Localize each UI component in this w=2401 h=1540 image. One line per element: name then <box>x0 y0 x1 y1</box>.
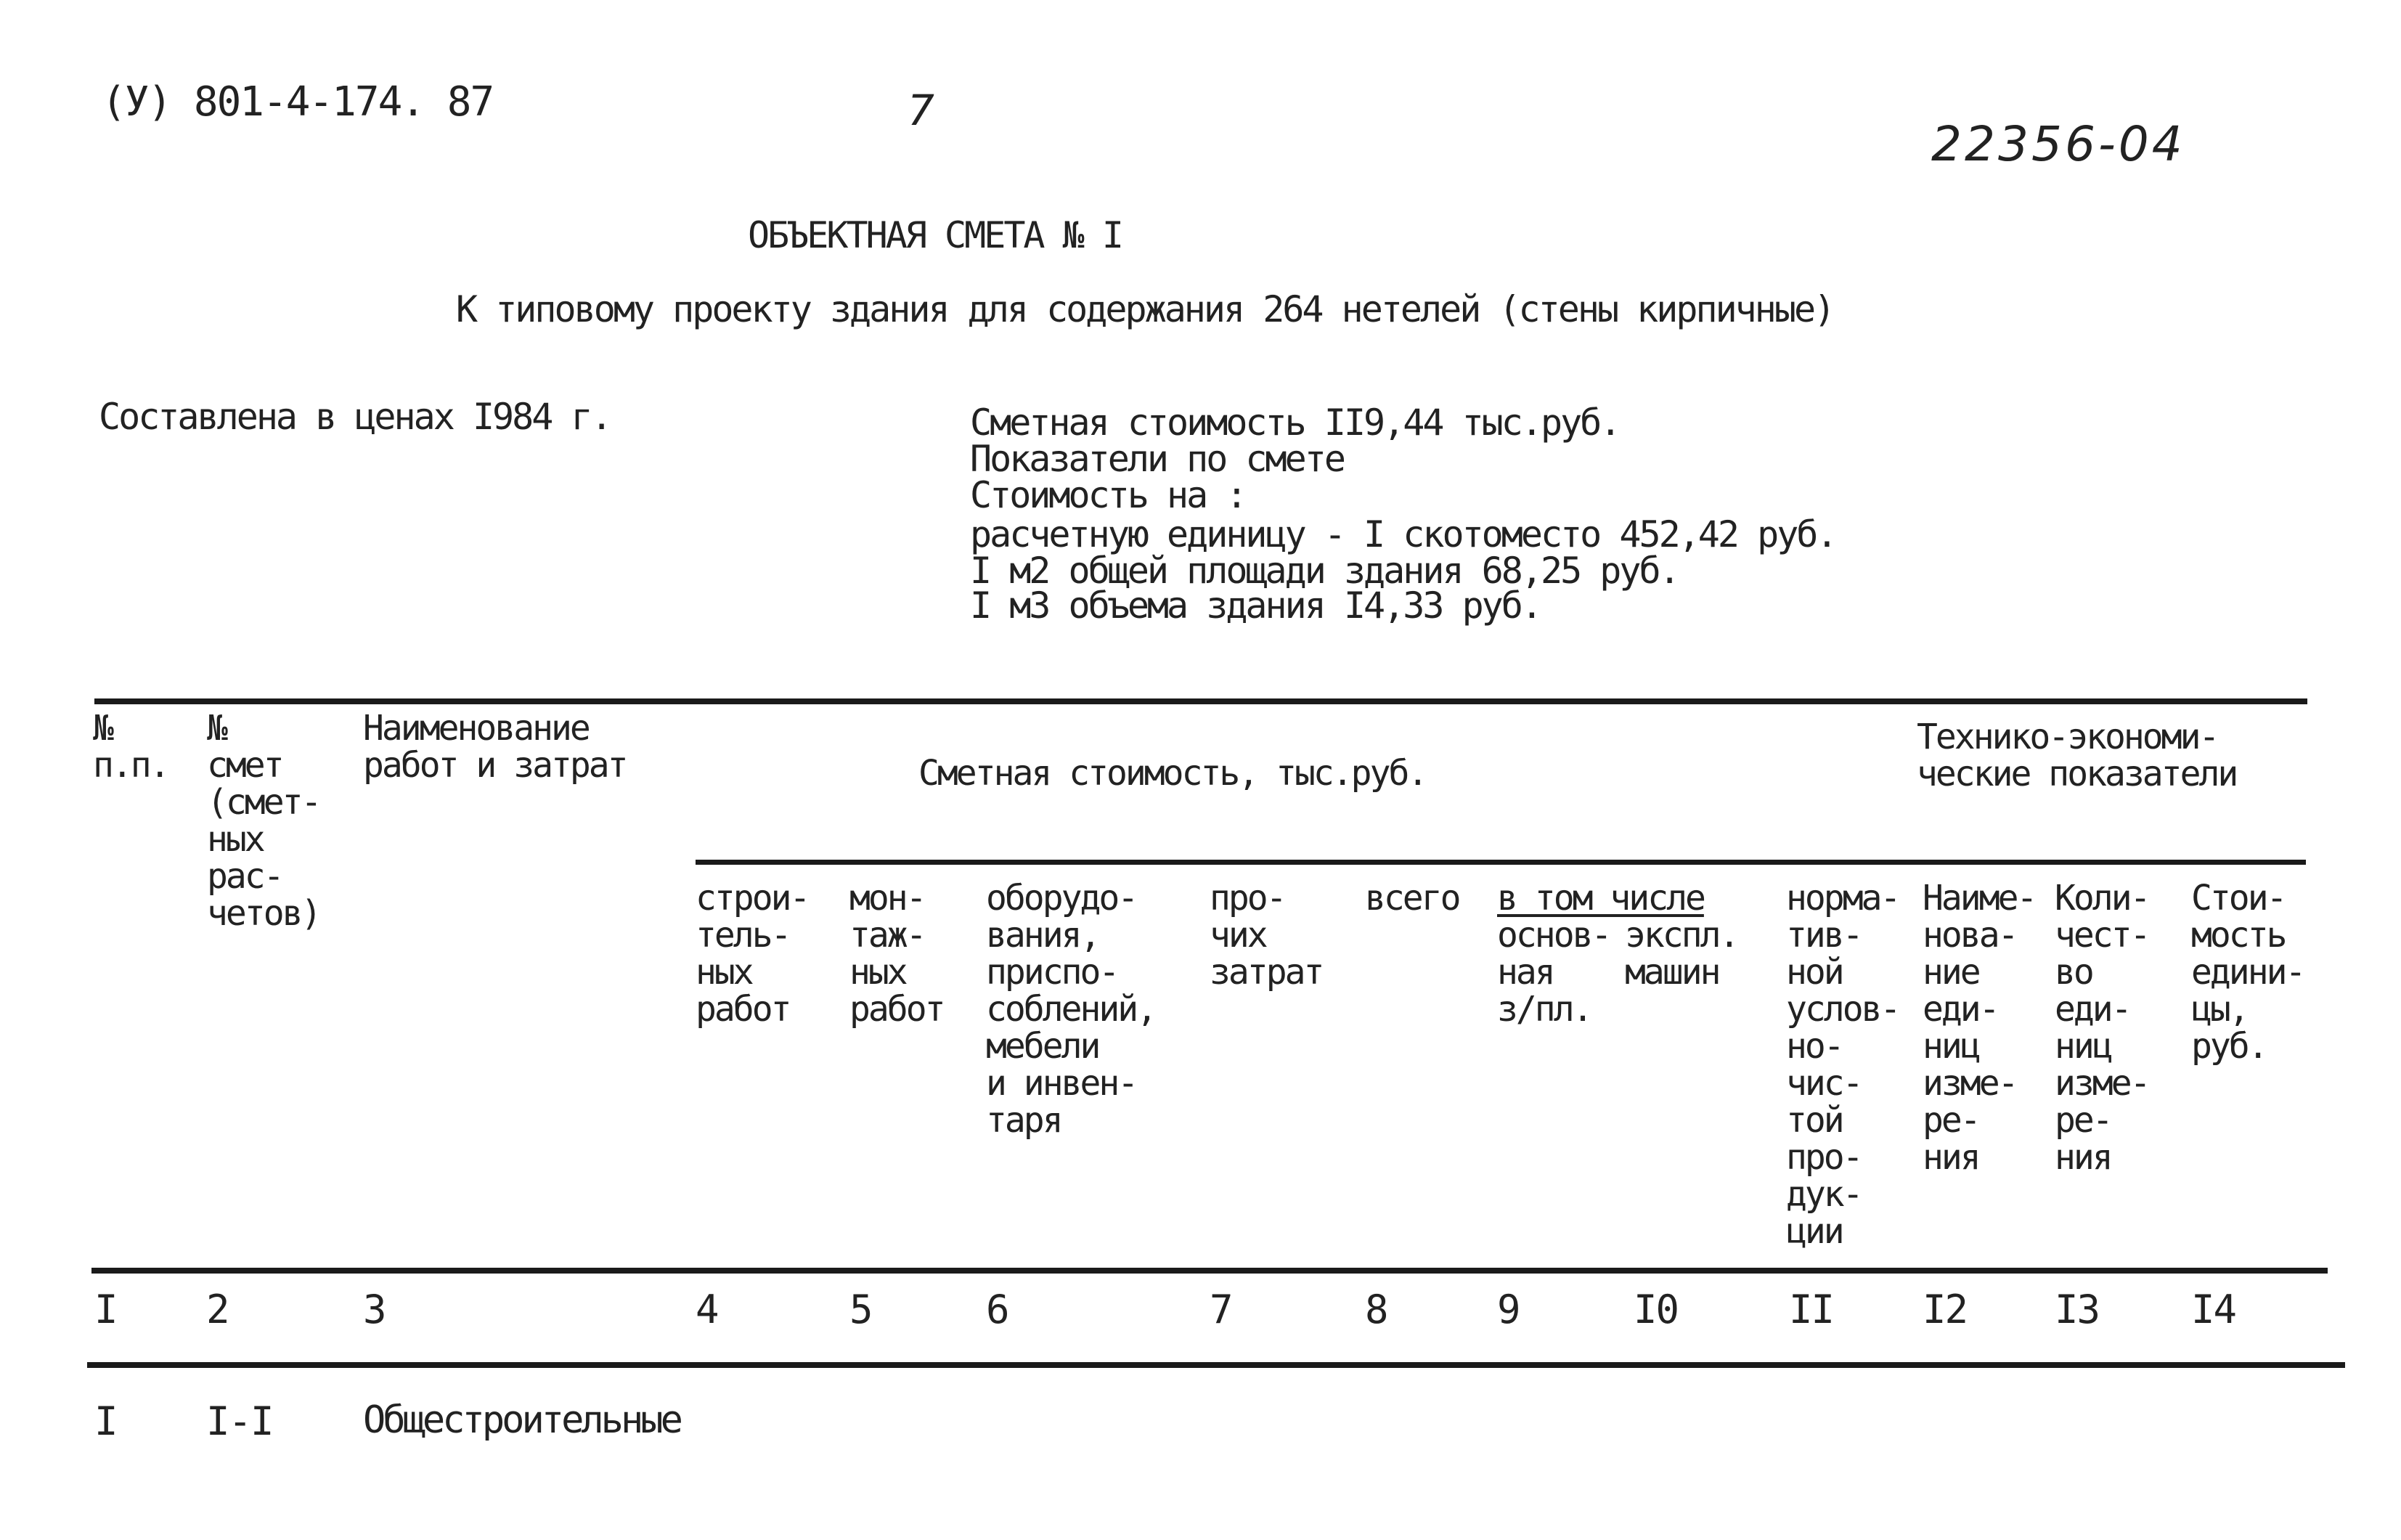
summary-line: Сметная стоимость II9,44 тыс.руб. <box>970 402 1620 444</box>
summary-line: I м2 общей площади здания 68,25 руб. <box>970 550 1679 592</box>
column-number: I4 <box>2191 1287 2236 1332</box>
row-name: Общестроительные <box>363 1398 680 1442</box>
column-number: 3 <box>363 1287 386 1332</box>
column-number: 4 <box>696 1287 718 1332</box>
cost-group-header: Сметная стоимость, тыс.руб. <box>918 753 1427 794</box>
summary-line: I м3 объема здания I4,33 руб. <box>970 584 1541 627</box>
column-header-name: Наименование работ и затрат <box>363 708 627 786</box>
page-number: 7 <box>908 86 934 135</box>
column-header-unit-qty: Коли- чест- во еди- ниц изме- ре- ния <box>2055 878 2149 1178</box>
column-header-machines: экспл. машин <box>1625 915 1738 993</box>
column-header-construction: строи- тель- ных работ <box>696 878 809 1030</box>
column-number: 8 <box>1365 1287 1387 1332</box>
prices-note: Составлена в ценах I984 г. <box>99 396 611 438</box>
column-header-wages: основ- ная з/пл. <box>1497 915 1610 1030</box>
summary-line: Стоимость на : <box>970 474 1246 516</box>
summary-line: Показатели по смете <box>970 438 1344 480</box>
column-header-total: всего <box>1365 878 1459 918</box>
column-number: 5 <box>849 1287 872 1332</box>
column-header-smeta: № смет (смет- ных рас- четов) <box>207 708 320 934</box>
column-number: I2 <box>1923 1287 1968 1332</box>
document-subtitle: К типовому проекту здания для содержания 264 нетелей (стены кирпичные) <box>456 288 1834 330</box>
column-header-equipment: оборудо- вания, приспо- соблений, мебели и инвен- таря <box>986 878 1156 1141</box>
column-header-unit-name: Наиме- нова- ние еди- ниц изме- ре- ния <box>1923 878 2036 1178</box>
column-number: I0 <box>1634 1287 1679 1332</box>
row-smeta: I-I <box>206 1398 273 1444</box>
document-code-stamp: (У) 801-4-174. 87 <box>102 78 494 126</box>
column-number: I3 <box>2055 1287 2100 1332</box>
column-subgroup-header: в том числе <box>1497 878 1704 918</box>
header-bottom-rule <box>91 1268 2328 1274</box>
cost-group-rule <box>696 860 2306 865</box>
column-number: 6 <box>986 1287 1008 1332</box>
row-pp: I <box>94 1398 117 1444</box>
column-header-installation: мон- таж- ных работ <box>849 878 944 1030</box>
column-header-other: про- чих затрат <box>1210 878 1323 993</box>
column-number: 7 <box>1210 1287 1232 1332</box>
document-title: ОБЪЕКТНАЯ СМЕТА № I <box>748 214 1122 256</box>
archive-number: 22356-04 <box>1931 116 2185 172</box>
summary-line: расчетную единицу - I скотоместо 452,42 руб. <box>970 513 1836 555</box>
column-number: II <box>1789 1287 1834 1332</box>
column-number: 2 <box>206 1287 229 1332</box>
column-header-production: норма- тив- ной услов- но- чис- той про- дук- ции <box>1786 878 1899 1252</box>
column-number: 9 <box>1497 1287 1520 1332</box>
numbers-bottom-rule <box>87 1362 2345 1368</box>
tech-group-header: Технико-экономи- ческие показатели <box>1917 717 2237 794</box>
column-header-pp: № п.п. <box>93 708 168 786</box>
table-top-rule <box>94 698 2307 704</box>
column-number: I <box>94 1287 117 1332</box>
column-header-unit-cost: Стои- мость едини- цы, руб. <box>2191 878 2304 1067</box>
